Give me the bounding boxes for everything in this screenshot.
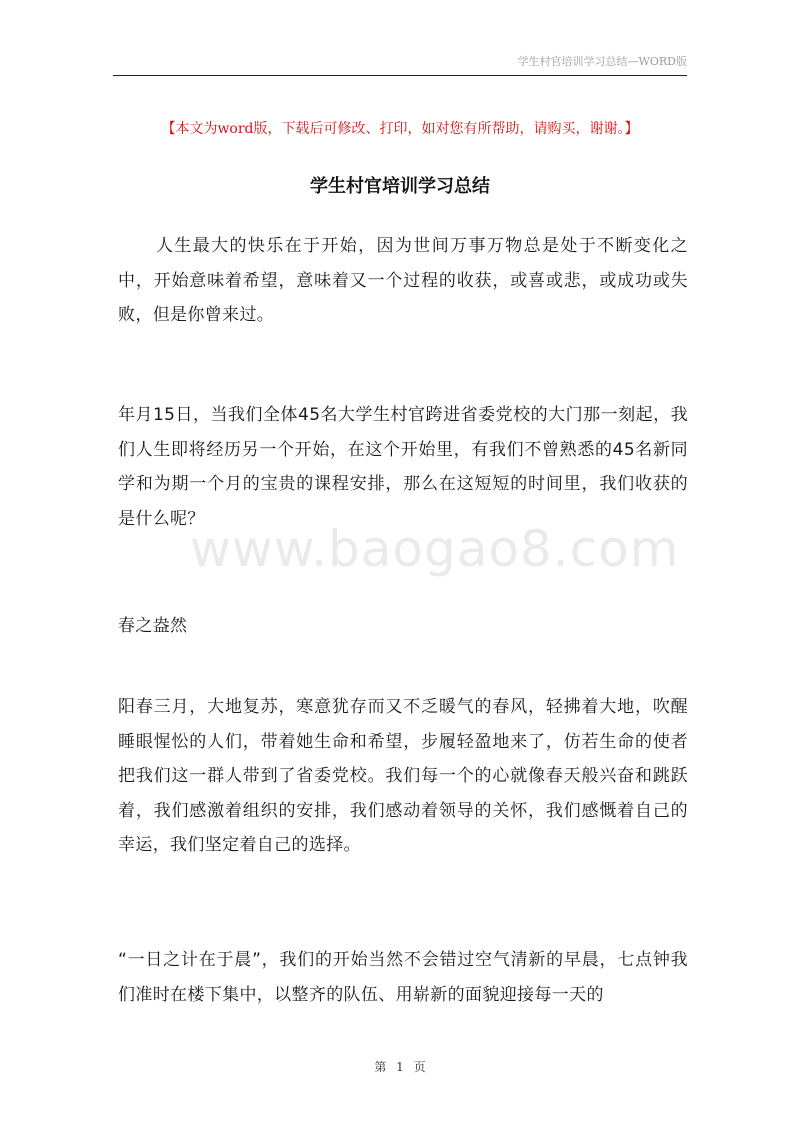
document-title: 学生村官培训学习总结: [310, 176, 490, 197]
site-watermark: www.baogao8.com: [190, 520, 680, 578]
paragraph-intro: 人生最大的快乐在于开始，因为世间万事万物总是处于不断变化之中，开始意味着希望，意味着又一个过程的收获，或喜或悲，或成功或失败，但是你曾来过。: [118, 236, 688, 325]
paragraph-morning: “一日之计在于晨”，我们的开始当然不会错过空气清新的早晨，七点钟我们准时在楼下集中，以整齐的队伍、用崭新的面貌迎接每一天的: [118, 950, 688, 1005]
running-header: 学生村官培训学习总结—WORD版: [517, 55, 687, 68]
section-heading-spring: 春之盎然: [118, 616, 188, 636]
page-number-footer: [113, 1058, 687, 1076]
download-notice: 【本文为word版，下载后可修改、打印，如对您有所帮助，请购买，谢谢。】: [161, 121, 639, 137]
header-divider: [113, 75, 687, 76]
footer-prefix: 第: [374, 1060, 387, 1074]
paragraph-start-date: 年月15日，当我们全体45名大学生村官跨进省委党校的大门那一刻起，我们人生即将经历另一个开始，在这个开始里，有我们不曾熟悉的45名新同学和为期一个月的宝贵的课程安排，那么在这短短的时间里，我们收获的是什么呢？: [118, 405, 688, 529]
footer-suffix: 页: [413, 1060, 426, 1074]
footer-page-number: 1: [396, 1060, 404, 1074]
paragraph-spring: 阳春三月，大地复苏，寒意犹存而又不乏暖气的春风，轻拂着大地，吹醒睡眼惺忪的人们，带着她生命和希望，步履轻盈地来了，仿若生命的使者把我们这一群人带到了省委党校。我们每一个的心就像春天般兴奋和跳跃着，我们感激着组织的安排，我们感动着领导的关怀，我们感慨着自己的幸运，我们坚定着自己的选择。: [118, 697, 688, 855]
